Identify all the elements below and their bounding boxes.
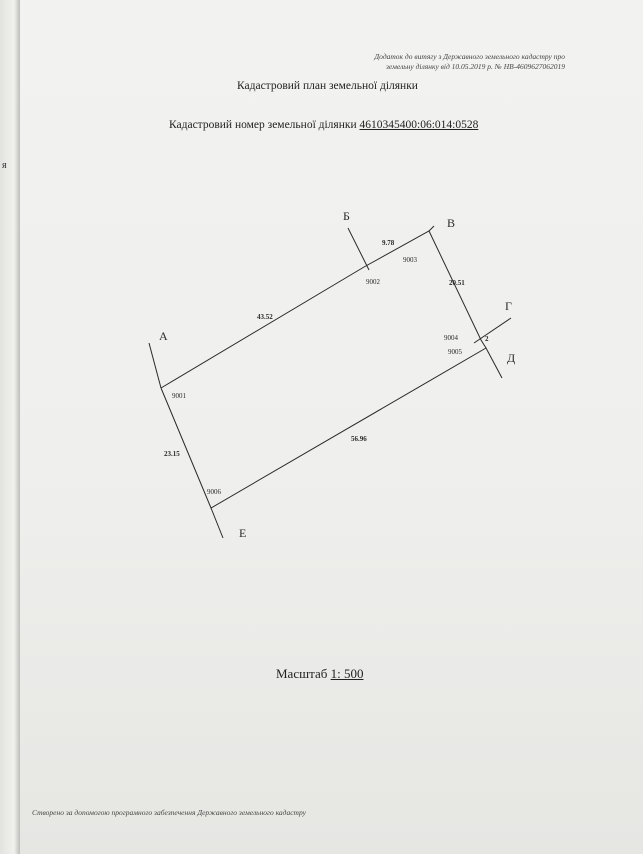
scale-label: Масштаб	[276, 666, 328, 681]
segment-length-1: 43.52	[257, 313, 273, 321]
adjacent-page-edge	[0, 0, 21, 854]
point-id-6: 9006	[207, 488, 221, 496]
point-id-1: 9001	[172, 392, 186, 400]
cadastral-number-label: Кадастровий номер земельної ділянки	[169, 119, 357, 131]
neighbor-label-a: А	[159, 329, 168, 343]
neighbor-line-a	[149, 343, 161, 388]
neighbor-line-v	[429, 226, 434, 231]
neighbor-label-d: Д	[507, 351, 516, 365]
cadastral-number-value: 4610345400:06:014:0528	[359, 119, 479, 131]
scale-value: 1: 500	[330, 666, 364, 681]
segment-length-5: 56.96	[351, 435, 367, 443]
neighbor-line-g	[474, 318, 511, 343]
neighbor-label-e: Е	[239, 526, 247, 540]
neighbor-line-b	[348, 228, 369, 270]
adjacent-page-text: я	[2, 160, 7, 171]
cadastral-plan-drawing	[20, 0, 643, 854]
document-sheet	[20, 0, 643, 854]
segment-length-2: 9.78	[382, 239, 395, 247]
neighbor-line-e	[211, 508, 223, 538]
point-id-4: 9004	[444, 334, 458, 342]
segment-length-3: 20.51	[449, 279, 465, 287]
footer-note: Створено за допомогою програмного забезпечення Державного земельного кадастру	[32, 808, 306, 817]
point-id-3: 9003	[403, 256, 417, 264]
scale-line	[276, 666, 363, 682]
plan-title: Кадастровий план земельної ділянки	[237, 80, 418, 92]
header-note-line-2: земельну ділянку від 10.05.2019 р. № НВ-4609627062019	[386, 62, 565, 71]
neighbor-label-v: В	[447, 216, 456, 230]
neighbor-line-d	[486, 348, 502, 378]
point-id-2: 9002	[366, 278, 380, 286]
segment-length-4: 2	[485, 335, 489, 343]
neighbor-label-b: Б	[343, 209, 350, 223]
segment-length-6: 23.15	[164, 450, 180, 458]
neighbor-label-g: Г	[505, 299, 512, 313]
parcel-boundary	[161, 231, 486, 508]
point-id-5: 9005	[448, 348, 462, 356]
header-note-line-1: Додаток до витягу з Державного земельного кадастру про	[374, 52, 565, 61]
